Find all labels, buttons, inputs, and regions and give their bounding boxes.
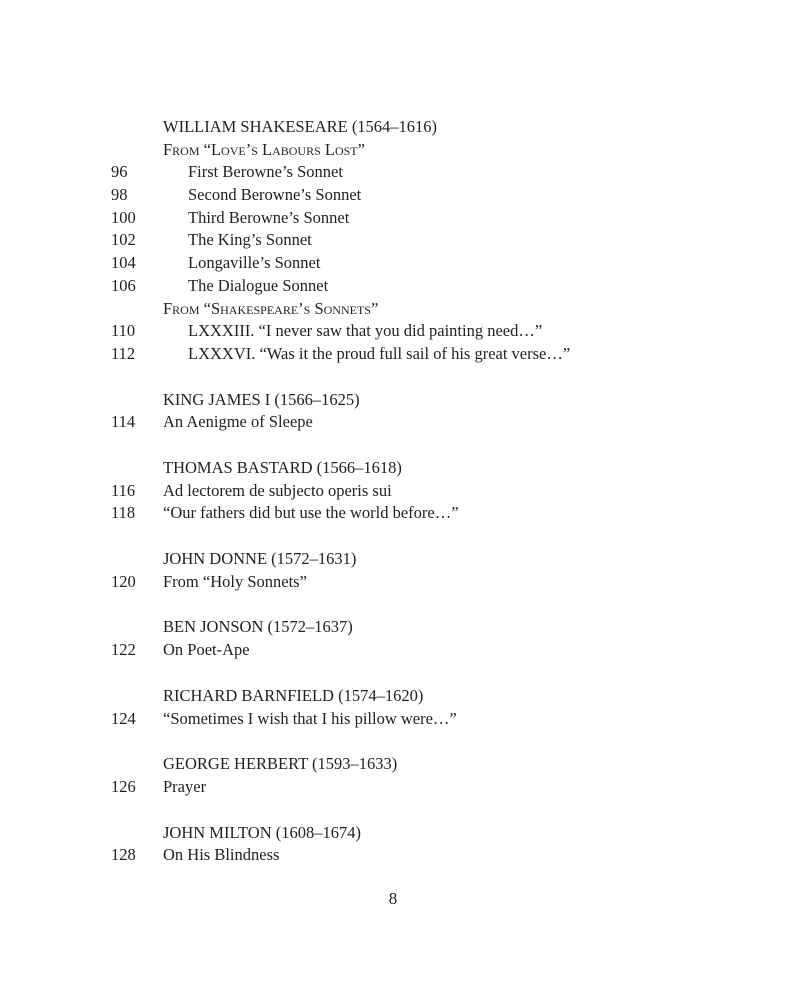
author-heading: WILLIAM SHAKESEARE (1564–1616): [163, 117, 438, 136]
poem-title: Second Berowne’s Sonnet: [188, 185, 362, 205]
author-block: [0, 389, 800, 434]
toc-entry: [0, 844, 800, 867]
page-number: 124: [111, 708, 136, 728]
author-block: [0, 685, 800, 730]
toc-entry: [0, 320, 800, 343]
toc-entry: [0, 229, 800, 252]
poem-title: On Poet-Ape: [163, 640, 250, 660]
poem-title: “Our fathers did but use the world before…”: [163, 503, 459, 523]
page-number: 118: [111, 503, 136, 523]
toc-entry: [0, 252, 800, 275]
page-folio-number: 8: [388, 889, 398, 908]
page-number: 114: [111, 412, 136, 432]
toc-entry: [0, 639, 800, 662]
author-heading: GEORGE HERBERT (1593–1633): [163, 754, 398, 774]
toc-entry: [0, 411, 800, 434]
page-number: 100: [111, 207, 136, 227]
page-number: 112: [111, 343, 136, 363]
author-block: [0, 616, 800, 661]
page-number: 110: [111, 321, 136, 341]
page-number: 106: [111, 275, 136, 295]
author-heading: JOHN MILTON (1608–1674): [163, 822, 361, 842]
toc-entry: [0, 161, 800, 184]
toc-entry: [0, 275, 800, 298]
poem-title: First Berowne’s Sonnet: [188, 162, 343, 182]
poem-title: On His Blindness: [163, 845, 280, 865]
poem-title: The King’s Sonnet: [188, 230, 312, 250]
toc-entry: [0, 571, 800, 594]
author-heading: RICHARD BARNFIELD (1574–1620): [163, 685, 424, 705]
author-block: [0, 822, 800, 867]
page-number: 128: [111, 845, 136, 865]
page-number: 126: [111, 776, 136, 796]
poem-title: “Sometimes I wish that I his pillow were…”: [163, 708, 457, 728]
author-heading: JOHN DONNE (1572–1631): [163, 549, 357, 569]
toc-entry: [0, 480, 800, 503]
poem-title: The Dialogue Sonnet: [188, 275, 329, 295]
toc-entry: [0, 184, 800, 207]
page-number: 98: [111, 185, 128, 205]
poem-title: Third Berowne’s Sonnet: [188, 207, 350, 227]
author-block: [0, 548, 800, 593]
author-block: [0, 457, 800, 525]
page-number: 96: [111, 162, 128, 182]
toc-entry: [0, 502, 800, 525]
toc-entry: [0, 776, 800, 799]
page-number: 116: [111, 480, 136, 500]
poem-title: An Aenigme of Sleepe: [163, 412, 313, 432]
author-block: [0, 753, 800, 798]
poem-title: Longaville’s Sonnet: [188, 253, 321, 273]
page-number: 120: [111, 571, 136, 591]
page-number: 122: [111, 640, 136, 660]
toc-entry: [0, 343, 800, 366]
toc-entry: [0, 708, 800, 731]
page-number: 104: [111, 253, 136, 273]
poem-title: Prayer: [163, 776, 207, 796]
subsection-heading: From “Love’s Labours Lost”: [163, 139, 365, 159]
page-number: 102: [111, 230, 136, 250]
subsection-heading: From “Shakespeare’s Sonnets”: [163, 298, 379, 318]
toc-entry: [0, 207, 800, 230]
author-block: [0, 116, 800, 366]
author-heading: THOMAS BASTARD (1566–1618): [163, 458, 402, 477]
poem-title: LXXXIII. “I never saw that you did painting need…”: [188, 321, 543, 341]
author-heading: KING JAMES I (1566–1625): [163, 389, 360, 409]
author-heading: BEN JONSON (1572–1637): [163, 617, 353, 637]
poem-title: Ad lectorem de subjecto operis sui: [163, 480, 392, 500]
poem-title: From “Holy Sonnets”: [163, 571, 307, 591]
poem-title: LXXXVI. “Was it the proud full sail of his great verse…”: [188, 343, 571, 363]
table-of-contents: [0, 116, 800, 867]
